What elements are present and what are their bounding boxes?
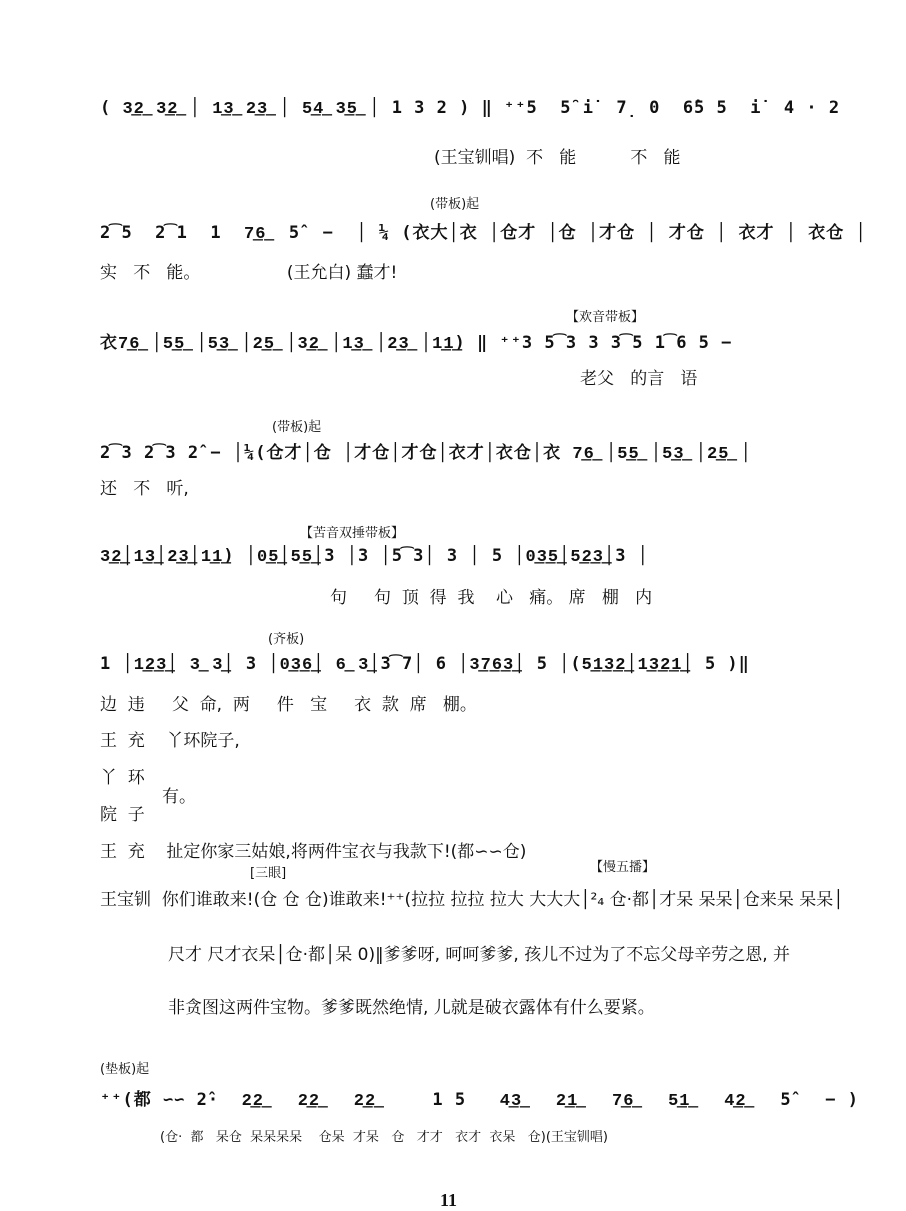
score-line-14: (齐板): [268, 632, 305, 647]
final-line-0: ⁺⁺(都 ∽∽ 2̂· 2͟2͟ 2͟2͟ 2͟2͟ 1 5 4͟3͟ 2͟1͟ 7͟6͟ 5͟1͟ 4͟2͟ 5̂ − ): [100, 1090, 859, 1110]
annotation-1: 【慢五播】: [590, 860, 656, 875]
score-line-5: 【欢音带板】: [566, 310, 645, 325]
paragraph-line-0: 王宝钏 你们谁敢来!(仓 仓 仓)谁敢来!⁺⁺(拉拉 拉拉 拉大 大大大│²₄ 仓·都│才呆 呆呆│仓来呆 呆呆│: [100, 890, 844, 910]
score-line-16: 边 违 父 命, 两 件 宝 衣 款 席 棚。: [100, 695, 477, 715]
score-line-8: (带板)起: [272, 420, 322, 435]
dialog-line-3: 院 子: [100, 805, 145, 825]
score-line-13: 句 句 顶 得 我 心 痛。 席 棚 内: [330, 588, 653, 608]
annotation-2: (垫板)起: [100, 1062, 150, 1077]
score-line-4: 实 不 能。 (王允白) 蠢才!: [100, 263, 398, 283]
score-line-7: 老父 的言 语: [580, 369, 698, 389]
dialog-line-0: 王 充 丫环院子,: [100, 731, 240, 751]
score-line-10: 还 不 听,: [100, 479, 189, 499]
dialog-line-2: 有。: [162, 787, 196, 807]
score-line-11: 【苦音双捶带板】: [300, 526, 405, 541]
final-line-1: (仓· 都 呆仓 呆呆呆呆 仓呆 才呆 仓 才才 衣才 衣呆 仓)(王宝钏唱): [160, 1130, 608, 1145]
paragraph-line-1: 尺才 尺才衣呆│仓·都│呆 0)‖爹爹呀, 呵呵爹爹, 孩儿不过为了不忘父母辛劳之恩, 并: [168, 945, 791, 965]
score-line-0: ( 3͟2͟ 3͟2͟ │ 1͟3͟ 2͟3͟ │ 5͟4͟ 3͟5͟ │ 1 3 2 ) ‖ ⁺⁺5 5̑ i̇ 7̣ 0 6̂5 5 i̇ 4 · 2: [100, 98, 841, 118]
dialog-line-1: 丫 环: [100, 768, 145, 788]
paragraph-line-2: 非贪图这两件宝物。爹爹既然绝情, 儿就是破衣露体有什么要紧。: [168, 998, 655, 1018]
score-line-1: (王宝钏唱) 不 能 不 能: [434, 148, 681, 168]
page-number: 11: [440, 1190, 458, 1210]
score-line-12: 3͟2͟│1͟3͟│2͟3͟│1͟1͟) │0͟5͟│5͟5͟│3 │3 │5͡3│ 3 │ 5 │0͟3͟5͟│5͟2͟3͟│3 │: [100, 546, 649, 566]
score-line-3: 2͡5 2͡1 1 7͟6͟ 5̂ − │ ¼ (衣大│衣 │仓才 │仓 │才仓 │ 才仓 │ 衣才 │ 衣仓 │: [100, 223, 867, 243]
dialog-line-4: 王 充 扯定你家三姑娘,将两件宝衣与我款下!(都∽∽仓): [100, 842, 527, 862]
score-line-6: 衣7͟6͟ │5͟5͟ │5͟3͟ │2͟5͟ │3͟2͟ │1͟3͟ │2͟3͟ │1͟1͟) ‖ ⁺⁺3 5͡3 3 3͡5 1͡6 5 −: [100, 333, 733, 353]
score-line-2: (带板)起: [430, 197, 480, 212]
score-line-9: 2͡3 2͡3 2̂ − │¼(仓才│仓 │才仓│才仓│衣才│衣仓│衣 7͟6͟ │5͟5͟ │5͟3͟ │2͟5͟ │: [100, 443, 752, 463]
annotation-0: [三眼]: [250, 866, 287, 881]
score-line-15: 1 │1͟2͟3͟│ 3͟ 3͟│ 3 │0͟3͟6͟│ 6͟ 3͟│3͡7│ 6 │3͟7͟6͟3͟│ 5 │(5͟1͟3͟2͟│1͟3͟2͟1͟│ 5 )‖: [100, 654, 750, 674]
